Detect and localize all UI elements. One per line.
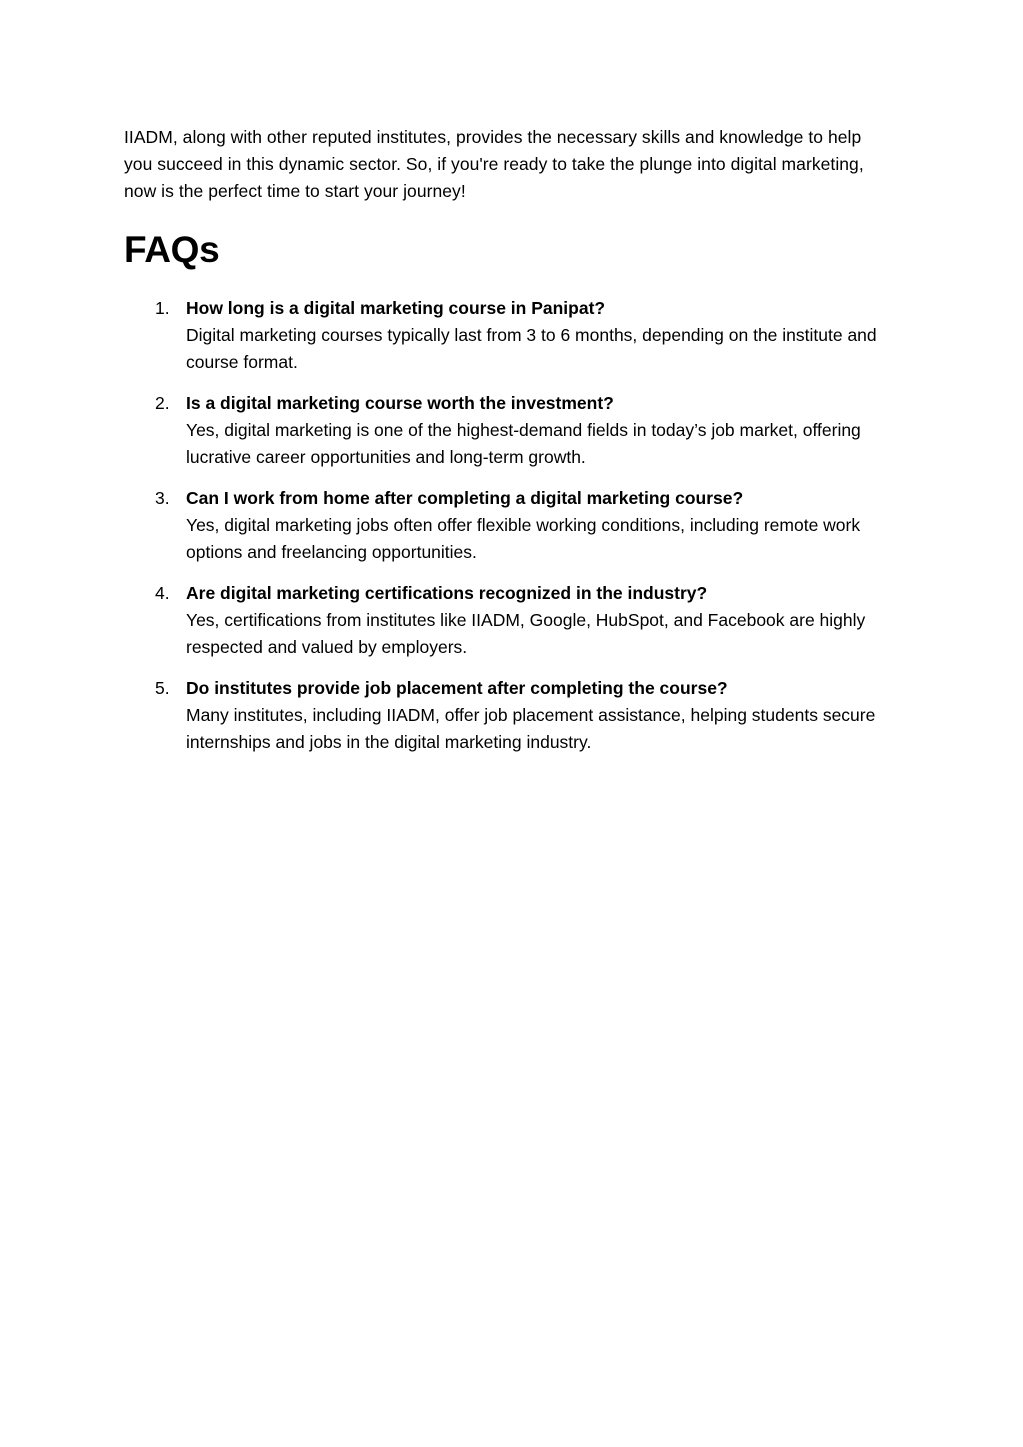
faq-answer: Yes, certifications from institutes like IIADM, Google, HubSpot, and Facebook are highly respected and valued by employers. <box>186 610 866 657</box>
faq-item <box>124 390 884 471</box>
intro-paragraph: IIADM, along with other reputed institutes, provides the necessary skills and knowledge to help you succeed in this dynamic sector. So, if you're ready to take the plunge into digital marketing, now is the perfect time to start your journey! <box>124 127 864 201</box>
faq-number: 1. <box>155 298 170 318</box>
faq-item <box>124 675 884 756</box>
faq-number: 4. <box>155 583 170 603</box>
faq-number: 5. <box>155 678 170 698</box>
faq-answer: Yes, digital marketing jobs often offer flexible working conditions, including remote work options and freelancing opportunities. <box>186 515 861 562</box>
faq-item <box>124 295 884 376</box>
faq-question: Can I work from home after completing a digital marketing course? <box>186 488 744 508</box>
faq-item <box>124 580 884 661</box>
faq-number: 3. <box>155 488 170 508</box>
faq-list <box>124 295 884 756</box>
faq-answer: Yes, digital marketing is one of the highest-demand fields in today’s job market, offering lucrative career opportunities and long-term growth. <box>186 420 861 467</box>
faq-heading: FAQs <box>124 229 220 270</box>
faq-item <box>124 485 884 566</box>
faq-question: How long is a digital marketing course in Panipat? <box>186 298 606 318</box>
faq-question: Do institutes provide job placement after completing the course? <box>186 678 728 698</box>
document-page <box>124 124 884 770</box>
faq-answer: Many institutes, including IIADM, offer job placement assistance, helping students secure internships and jobs in the digital marketing industry. <box>186 705 876 752</box>
faq-number: 2. <box>155 393 170 413</box>
faq-answer: Digital marketing courses typically last from 3 to 6 months, depending on the institute and course format. <box>186 325 877 372</box>
faq-question: Is a digital marketing course worth the investment? <box>186 393 614 413</box>
faq-question: Are digital marketing certifications recognized in the industry? <box>186 583 708 603</box>
